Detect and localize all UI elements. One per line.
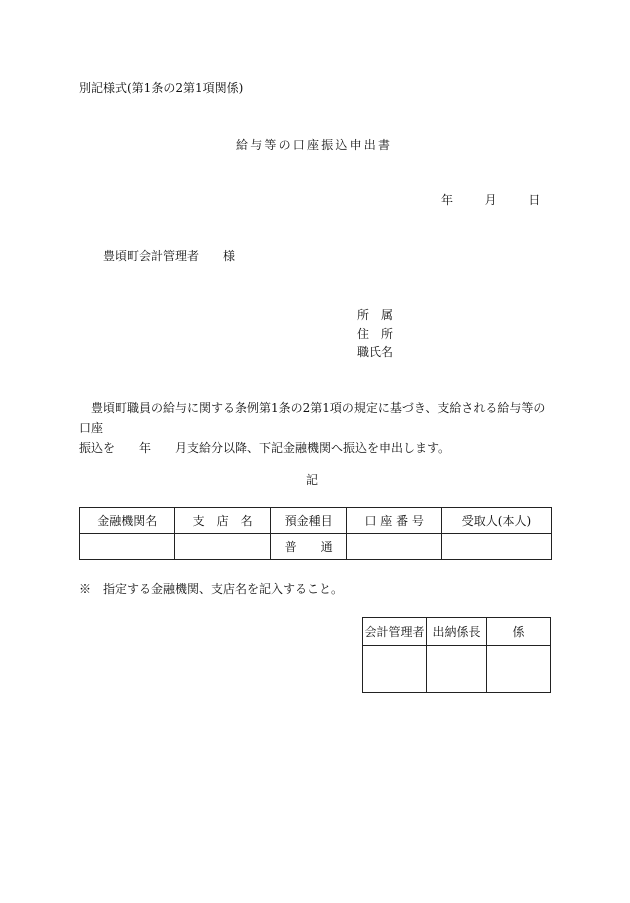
ki-heading: 記 <box>306 473 319 487</box>
header-deposit-type: 預金種目 <box>270 508 347 534</box>
approval-header-row <box>363 618 551 646</box>
header-branch-name: 支 店 名 <box>175 508 270 534</box>
body-line-1: 豊頃町職員の給与に関する条例第1条の2第1項の規定に基づき、支給される給与等の口座 <box>79 401 546 435</box>
deposit-type-cell: 普 通 <box>270 534 347 560</box>
document-title: 給与等の口座振込申出書 <box>236 138 393 152</box>
branch-name-cell <box>175 534 270 560</box>
header-recipient: 受取人(本人) <box>441 508 551 534</box>
employee-name-label: 職氏名 <box>357 345 394 359</box>
date-day-label: 日 <box>528 193 541 207</box>
account-number-cell <box>347 534 442 560</box>
recipient-cell <box>441 534 551 560</box>
header-account-number: 口 座 番 号 <box>347 508 442 534</box>
staff-header: 係 <box>487 618 551 646</box>
cashier-chief-header: 出納係長 <box>426 618 486 646</box>
table-row <box>80 534 552 560</box>
date-month-label: 月 <box>484 193 497 207</box>
body-line-2: 振込を 年 月支給分以降、下記金融機関へ振込を申出します。 <box>79 441 451 455</box>
date-year-label: 年 <box>441 193 454 207</box>
form-reference: 別記様式(第1条の2第1項関係) <box>79 81 244 95</box>
bank-name-cell <box>80 534 175 560</box>
header-bank-name: 金融機関名 <box>80 508 175 534</box>
approval-stamp-row <box>363 646 551 693</box>
instruction-note: ※ 指定する金融機関、支店名を記入すること。 <box>79 582 344 596</box>
bank-account-table <box>79 507 552 560</box>
address-label: 住 所 <box>357 326 394 341</box>
date-line <box>441 194 540 206</box>
accounting-manager-stamp-cell <box>363 646 427 693</box>
body-paragraph <box>79 398 557 458</box>
table-header-row <box>80 508 552 534</box>
addressee: 豊頃町会計管理者 様 <box>103 249 236 263</box>
accounting-manager-header: 会計管理者 <box>363 618 427 646</box>
cashier-chief-stamp-cell <box>426 646 486 693</box>
applicant-fields <box>357 306 393 362</box>
affiliation-label: 所 属 <box>357 308 394 322</box>
approval-stamp-table <box>362 617 551 693</box>
staff-stamp-cell <box>487 646 551 693</box>
